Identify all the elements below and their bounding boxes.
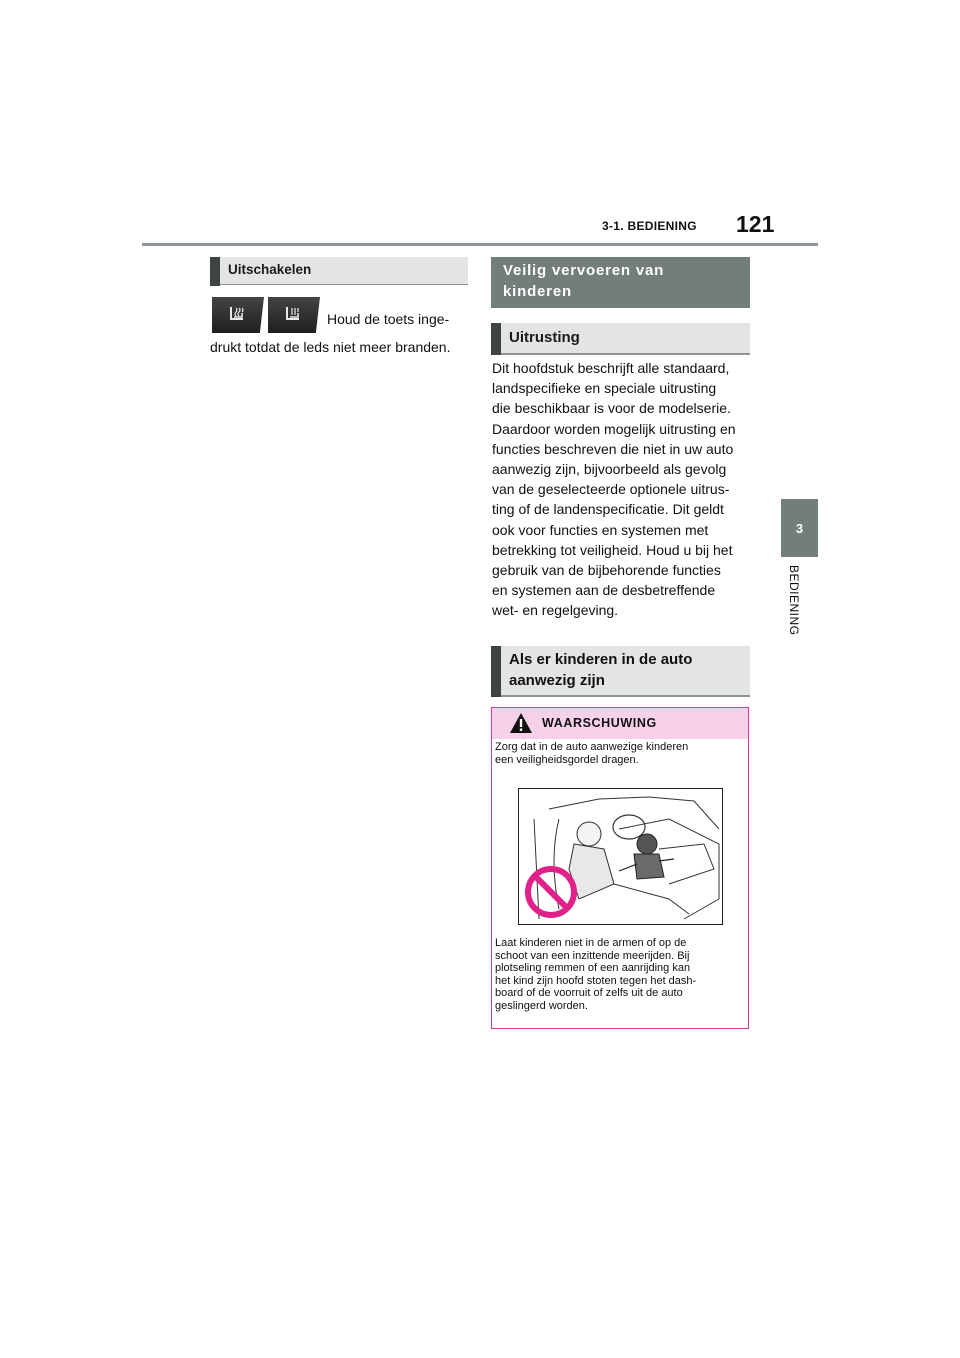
warning-body-line: geslingerd worden. xyxy=(495,999,588,1012)
heading-bar xyxy=(491,646,501,697)
paragraph-line: gebruik van de bijbehorende functies xyxy=(492,562,721,579)
warning-triangle-icon xyxy=(509,712,533,734)
paragraph-line: Daardoor worden mogelijk uitrusting en xyxy=(492,420,736,437)
heading-bar xyxy=(491,323,501,355)
warning-body-line: het kind zijn hoofd stoten tegen het dash- xyxy=(495,974,697,987)
warning-title: WAARSCHUWING xyxy=(542,716,657,730)
paragraph-line: Dit hoofdstuk beschrijft alle standaard, xyxy=(492,360,730,376)
section-title: 3-1. BEDIENING xyxy=(602,219,697,233)
paragraph-line: ting of de landenspecificatie. Dit geldt xyxy=(492,501,724,518)
paragraph-line: die beschikbaar is voor de modelserie. xyxy=(492,400,731,417)
heading-veilig-vervoeren xyxy=(491,257,750,308)
heading-text: Uitrusting xyxy=(509,329,580,346)
uitrusting-paragraph xyxy=(492,358,754,621)
heading-bar xyxy=(210,257,220,286)
heading-text: Uitschakelen xyxy=(228,262,312,277)
warning-box xyxy=(491,707,749,1029)
header-divider xyxy=(142,243,818,246)
heading-line-1: Veilig vervoeren van xyxy=(503,262,665,279)
warning-intro-line: een veiligheidsgordel dragen. xyxy=(495,753,639,766)
paragraph-line: functies beschreven die niet in uw auto xyxy=(492,440,734,457)
instruction-line-2: drukt totdat de leds niet meer branden. xyxy=(210,339,451,355)
warning-body-line: plotseling remmen of een aanrijding kan xyxy=(495,962,691,975)
chapter-label: BEDIENING xyxy=(787,565,801,636)
chapter-tab xyxy=(781,499,818,557)
chapter-number: 3 xyxy=(795,520,804,536)
paragraph-line: wet- en regelgeving. xyxy=(492,602,619,619)
paragraph-line: en systemen aan de desbetreffende xyxy=(492,582,716,599)
heading-line-1: Als er kinderen in de auto xyxy=(509,651,693,668)
paragraph-line: ook voor functies en systemen met xyxy=(492,521,709,538)
heading-line-2: kinderen xyxy=(503,283,572,300)
seat-heater-button-icon xyxy=(212,297,264,333)
warning-intro-line: Zorg dat in de auto aanwezige kinderen xyxy=(495,741,689,753)
warning-body-line: Laat kinderen niet in de armen of op de xyxy=(495,937,687,949)
paragraph-line: van de geselecteerde optionele uitrus- xyxy=(492,481,730,498)
instruction-line-1: Houd de toets inge- xyxy=(327,311,450,327)
heading-kinderen-aanwezig xyxy=(491,646,750,697)
heading-uitschakelen xyxy=(210,257,468,285)
warning-body-line: schoot van een inzittende meerijden. Bij xyxy=(495,949,690,962)
child-on-lap-illustration xyxy=(518,788,723,925)
warning-header xyxy=(492,708,748,739)
warning-intro xyxy=(495,741,743,766)
warning-body xyxy=(495,937,743,1013)
page-number: 121 xyxy=(736,211,775,237)
heading-uitrusting xyxy=(491,323,750,355)
paragraph-line: aanwezig zijn, bijvoorbeeld als gevolg xyxy=(492,461,727,478)
paragraph-line: betrekking tot veiligheid. Houd u bij het xyxy=(492,541,733,558)
seat-ventilation-button-icon xyxy=(268,297,320,333)
warning-body-line: board of de voorruit of zelfs uit de auto xyxy=(495,987,683,1000)
heading-line-2: aanwezig zijn xyxy=(509,672,605,689)
paragraph-line: landspecifieke en speciale uitrusting xyxy=(492,380,717,397)
